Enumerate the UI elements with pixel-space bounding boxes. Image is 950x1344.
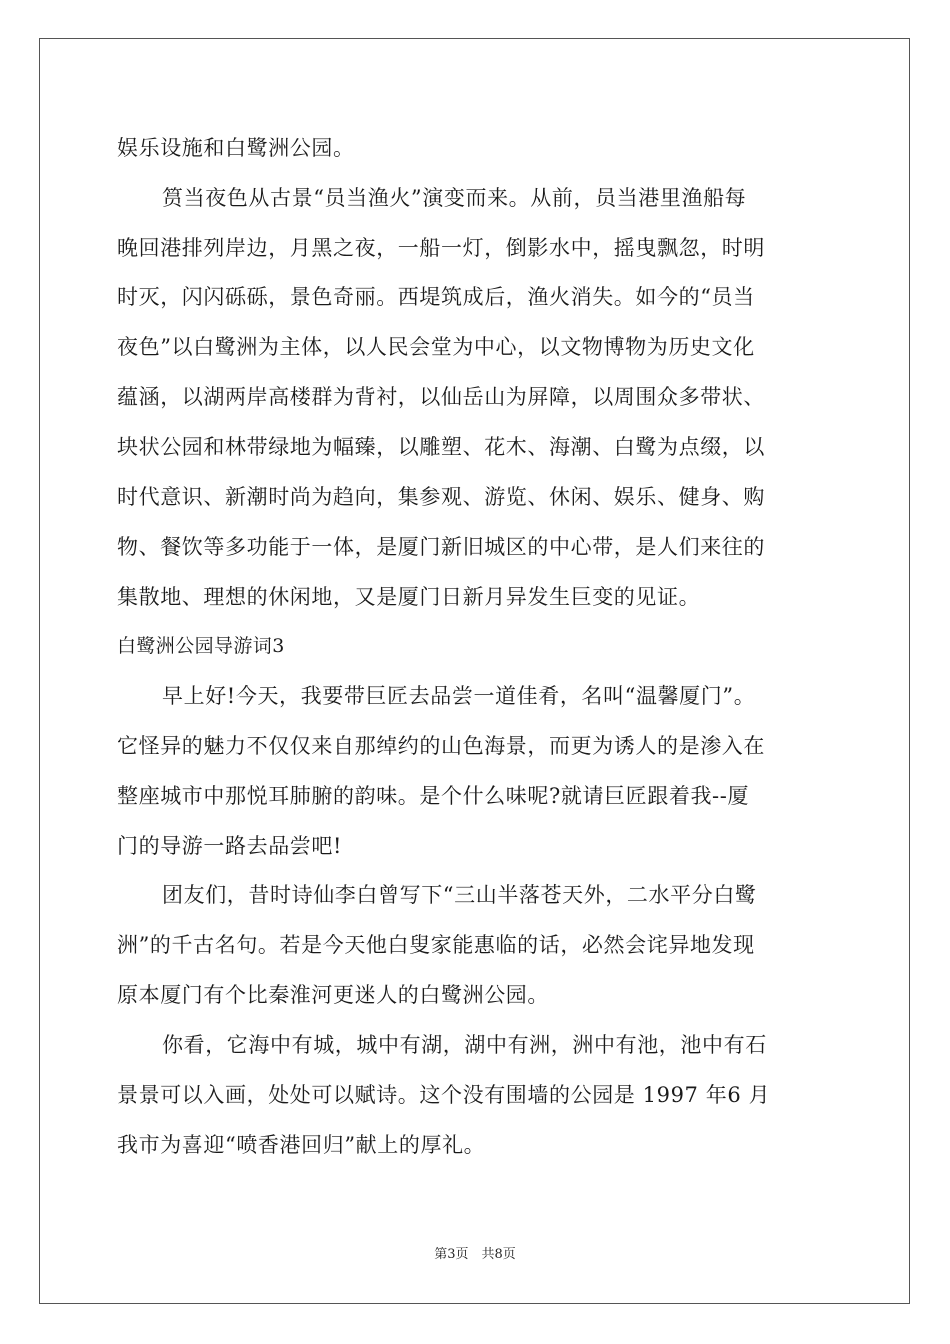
page-border xyxy=(39,38,910,1304)
text-line: 蕴涵，以湖两岸高楼群为背衬，以仙岳山为屏障，以周围众多带状、 xyxy=(117,385,765,409)
text-line: 晚回港排列岸边，月黑之夜，一船一灯，倒影水中，摇曳飘忽，时明 xyxy=(117,236,765,260)
text-line: 我市为喜迎“喷香港回归”献上的厚礼。 xyxy=(117,1133,486,1157)
text-line: 门的导游一路去品尝吧! xyxy=(117,834,343,858)
text-line: 它怪异的魅力不仅仅来自那绰约的山色海景，而更为诱人的是渗入在 xyxy=(117,734,765,758)
text-line: 物、餐饮等多功能于一体，是厦门新旧城区的中心带，是人们来往的 xyxy=(117,535,765,559)
text-line: 你看，它海中有城，城中有湖，湖中有洲，洲中有池，池中有石 xyxy=(162,1033,767,1057)
text-line: 洲”的千古名句。若是今天他白叟家能惠临的话，必然会诧异地发现 xyxy=(117,933,755,957)
section-heading: 白鹭洲公园导游词3 xyxy=(117,635,285,657)
text-line: 早上好!今天，我要带巨匠去品尝一道佳肴，名叫“温馨厦门”。 xyxy=(162,684,756,708)
text-line: 集散地、理想的休闲地，又是厦门日新月异发生巨变的见证。 xyxy=(117,585,701,609)
text-line: 原本厦门有个比秦淮河更迷人的白鹭洲公园。 xyxy=(117,983,549,1007)
text-line: 筼当夜色从古景“员当渔火”演变而来。从前，员当港里渔船每 xyxy=(162,186,747,210)
text-line: 块状公园和林带绿地为幅臻，以雕塑、花木、海潮、白鹭为点缀，以 xyxy=(117,435,765,459)
text-line: 整座城市中那悦耳肺腑的韵味。是个什么味呢?就请巨匠跟着我--厦 xyxy=(117,784,750,808)
page-number-footer: 第3页 共8页 xyxy=(434,1247,516,1262)
text-line: 景景可以入画，处处可以赋诗。这个没有围墙的公园是 1997 年6 月 xyxy=(117,1083,771,1107)
text-line: 团友们，昔时诗仙李白曾写下“三山半落苍天外，二水平分白鹭 xyxy=(162,883,757,907)
text-line: 夜色”以白鹭洲为主体，以人民会堂为中心，以文物博物为历史文化 xyxy=(117,335,755,359)
text-line: 时灭，闪闪砾砾，景色奇丽。西堤筑成后，渔火消失。如今的“员当 xyxy=(117,285,755,309)
text-line: 时代意识、新潮时尚为趋向，集参观、游览、休闲、娱乐、健身、购 xyxy=(117,485,765,509)
text-line: 娱乐设施和白鹭洲公园。 xyxy=(117,136,355,160)
